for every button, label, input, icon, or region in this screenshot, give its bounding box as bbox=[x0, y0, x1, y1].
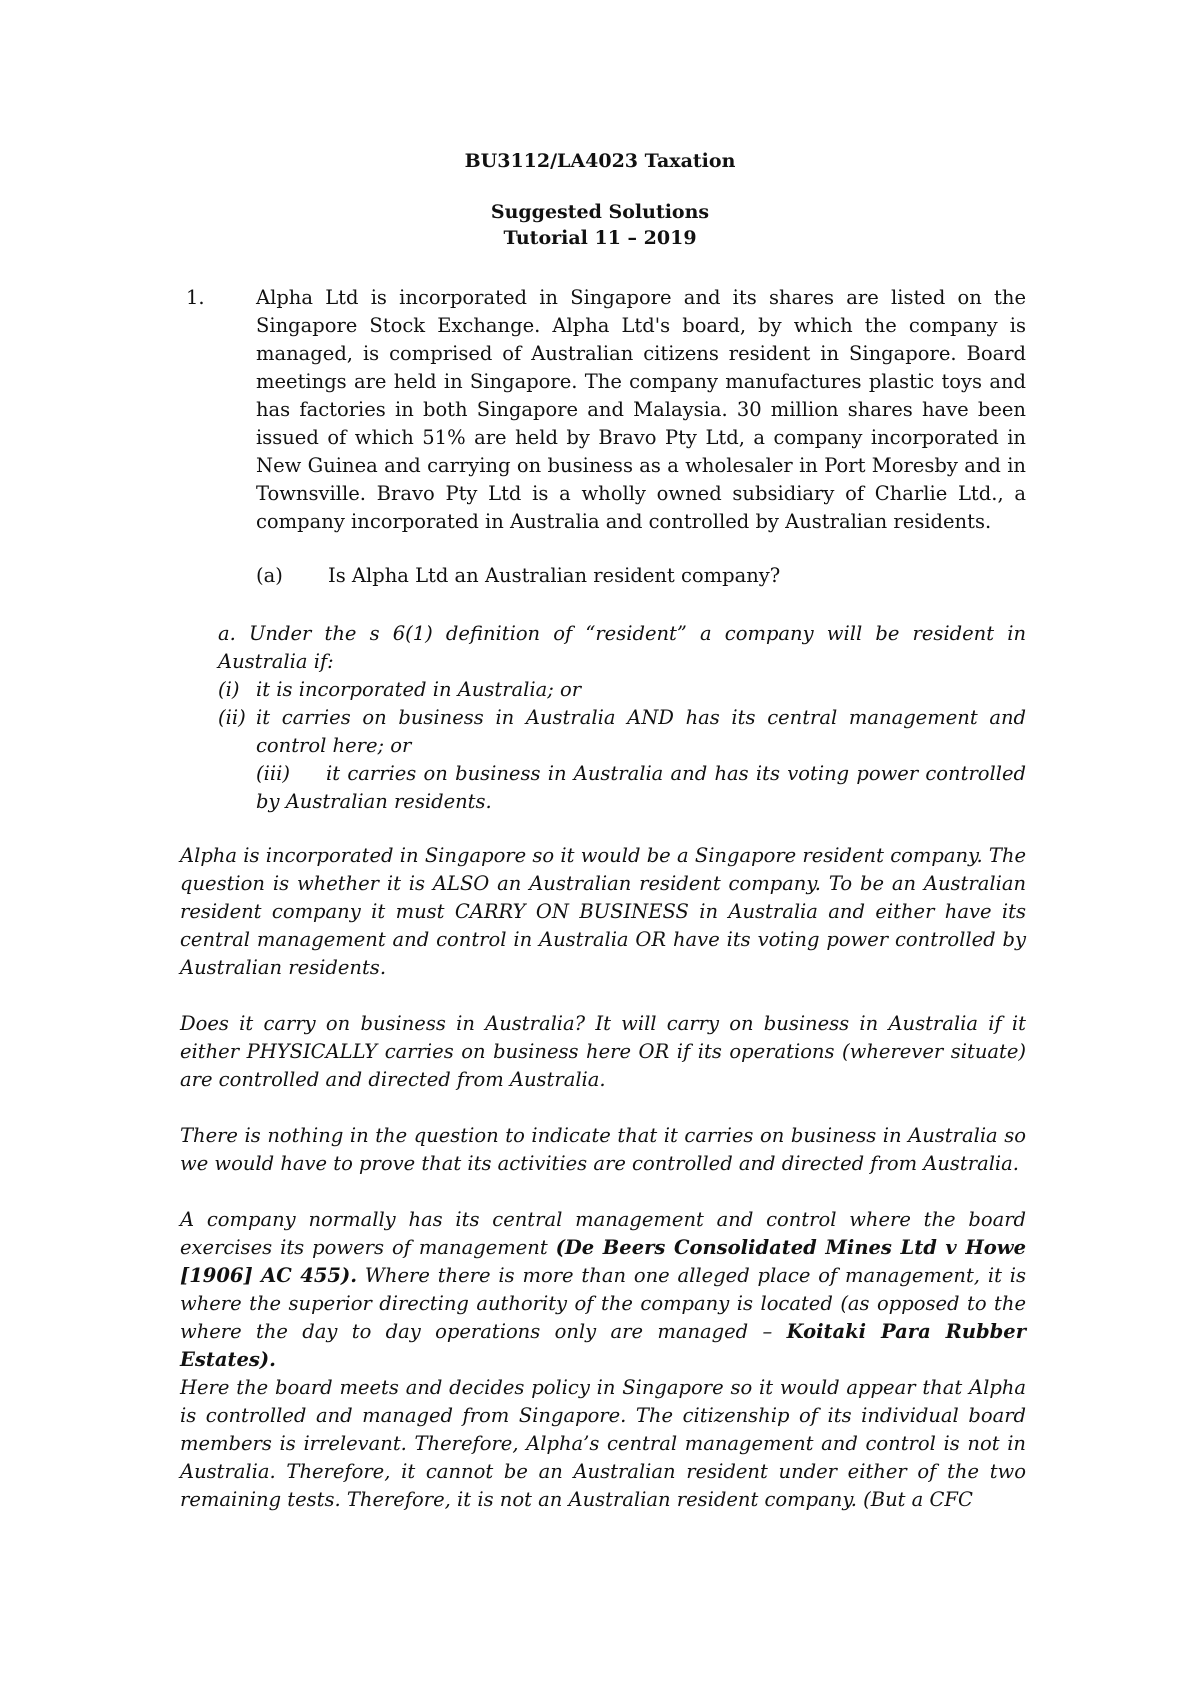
question-text: Alpha Ltd is incorporated in Singapore and its shares are listed on the Singapore Stock Exchange. Alpha Ltd's board, by which the company is managed, is comprised of Australian citizens resident in Singapore. Board meetings are held in Singapore. The company manufactures plastic toys and has factories in both Singapore and Malaysia. 30 million shares have been issued of which 51% are held by Bravo Pty Ltd, a company incorporated in New Guinea and carrying on business as a wholesaler in Port Moresby and in Townsville. Bravo Pty Ltd is a wholly owned subsidiary of Charlie Ltd., a company incorporated in Australia and controlled by Australian residents. bbox=[256, 286, 1026, 533]
answer-intro: a. Under the s 6(1) definition of “resident” a company will be resident in Australia if: bbox=[218, 622, 1026, 673]
tutorial-title: Tutorial 11 – 2019 bbox=[503, 227, 697, 249]
question-number: 1. bbox=[186, 286, 205, 309]
criterion-item bbox=[218, 704, 1026, 760]
case-citation: Koitaki Para Rubber Estates). bbox=[180, 1320, 1026, 1371]
criterion-text: it carries on business in Australia AND has its central management and control here; or bbox=[256, 706, 1026, 757]
criterion-text: it carries on business in Australia and has its voting power controlled by Australian residents. bbox=[256, 762, 1026, 813]
answer-text: Where there is more than one alleged place of management, it is where the superior directing authority of the company is located (as opposed to the where the day to day operations only are managed – bbox=[180, 1264, 1027, 1343]
sub-question-label: (a) bbox=[256, 564, 283, 587]
answer-text: A company normally has its central management and control where the board exercises its powers of management bbox=[180, 1208, 1026, 1259]
answer-paragraph bbox=[180, 1206, 1026, 1374]
answer-paragraph: Here the board meets and decides policy in Singapore so it would appear that Alpha is controlled and managed from Singapore. The citizenship of its individual board members is irrelevant. Therefore, Alpha’s central management and control is not in Australia. Therefore, it cannot be an Australian resident under either of the two remaining tests. Therefore, it is not an Australian resident company. (But a CFC bbox=[180, 1376, 1026, 1511]
criterion-item bbox=[218, 676, 1026, 704]
sub-question-text: Is Alpha Ltd an Australian resident company? bbox=[328, 564, 781, 587]
criterion-number: (iii) bbox=[256, 762, 290, 785]
answer-paragraph: There is nothing in the question to indicate that it carries on business in Australia so we would have to prove that its activities are controlled and directed from Australia. bbox=[180, 1124, 1026, 1175]
answer-paragraph: Does it carry on business in Australia? It will carry on business in Australia if it either PHYSICALLY carries on business here OR if its operations (wherever situate) are controlled and directed from Australia. bbox=[180, 1012, 1026, 1091]
criterion-number: (i) bbox=[218, 678, 240, 701]
document-title: Suggested Solutions bbox=[490, 201, 710, 223]
course-title: BU3112/LA4023 Taxation bbox=[464, 150, 736, 172]
case-citation: (De Beers Consolidated Mines Ltd v Howe [1906] AC 455). bbox=[180, 1236, 1026, 1287]
sub-question bbox=[256, 562, 780, 590]
criterion-item bbox=[218, 760, 1026, 816]
answer-paragraph: Alpha is incorporated in Singapore so it would be a Singapore resident company. The question is whether it is ALSO an Australian resident company. To be an Australian resident company it must CARRY ON BUSINESS in Australia and either have its central management and control in Australia OR have its voting power controlled by Australian residents. bbox=[180, 844, 1026, 979]
criterion-text: it is incorporated in Australia; or bbox=[256, 678, 582, 701]
criterion-number: (ii) bbox=[218, 706, 246, 729]
